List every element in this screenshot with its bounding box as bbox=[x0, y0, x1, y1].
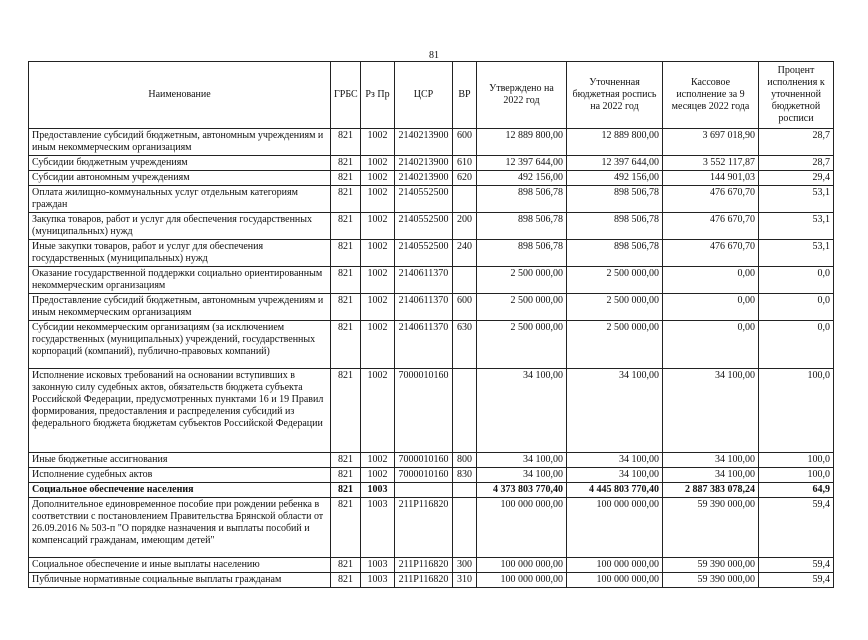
cell-rzpr: 1002 bbox=[361, 171, 395, 186]
cell-name: Иные закупки товаров, работ и услуг для обеспечения государственных (муниципальных) нужд bbox=[29, 240, 331, 267]
table-row bbox=[29, 573, 834, 588]
table-body bbox=[29, 129, 834, 588]
cell-percent: 0,0 bbox=[759, 321, 834, 369]
cell-csr: 7000010160 bbox=[395, 369, 453, 453]
cell-csr: 7000010160 bbox=[395, 468, 453, 483]
table-row bbox=[29, 321, 834, 369]
cell-name: Оказание государственной поддержки социально ориентированным некоммерческим организациям bbox=[29, 267, 331, 294]
cell-percent: 59,4 bbox=[759, 558, 834, 573]
cell-approved: 100 000 000,00 bbox=[477, 573, 567, 588]
cell-refined: 34 100,00 bbox=[567, 453, 663, 468]
cell-csr: 2140213900 bbox=[395, 156, 453, 171]
cell-vr: 200 bbox=[453, 213, 477, 240]
table-row bbox=[29, 558, 834, 573]
cell-cash: 144 901,03 bbox=[663, 171, 759, 186]
cell-approved: 34 100,00 bbox=[477, 369, 567, 453]
cell-grbs: 821 bbox=[331, 498, 361, 558]
cell-vr bbox=[453, 498, 477, 558]
cell-grbs: 821 bbox=[331, 213, 361, 240]
cell-percent: 59,4 bbox=[759, 573, 834, 588]
cell-vr bbox=[453, 267, 477, 294]
cell-cash: 3 552 117,87 bbox=[663, 156, 759, 171]
cell-name: Иные бюджетные ассигнования bbox=[29, 453, 331, 468]
cell-cash: 59 390 000,00 bbox=[663, 573, 759, 588]
cell-cash: 3 697 018,90 bbox=[663, 129, 759, 156]
cell-cash: 476 670,70 bbox=[663, 186, 759, 213]
column-header: Процент исполнения к уточненной бюджетной росписи bbox=[759, 62, 834, 129]
cell-cash: 59 390 000,00 bbox=[663, 558, 759, 573]
cell-rzpr: 1002 bbox=[361, 129, 395, 156]
column-header: Утверждено на 2022 год bbox=[477, 62, 567, 129]
table-row bbox=[29, 498, 834, 558]
cell-rzpr: 1002 bbox=[361, 156, 395, 171]
table-row bbox=[29, 267, 834, 294]
cell-approved: 898 506,78 bbox=[477, 213, 567, 240]
cell-percent: 53,1 bbox=[759, 240, 834, 267]
table-row bbox=[29, 294, 834, 321]
cell-refined: 100 000 000,00 bbox=[567, 573, 663, 588]
cell-refined: 898 506,78 bbox=[567, 186, 663, 213]
cell-vr: 620 bbox=[453, 171, 477, 186]
cell-csr: 211P116820 bbox=[395, 558, 453, 573]
cell-name: Исполнение исковых требований на основании вступивших в законную силу судебных актов, обязательств бюджета субъекта Российской Федерации, предусмотренных пунктами 16 и 19 Правил формирования, предоставления и распределения субсидий из федерального бюджета бюджетам субъектов Российской Федерации bbox=[29, 369, 331, 453]
cell-approved: 34 100,00 bbox=[477, 468, 567, 483]
table-row bbox=[29, 156, 834, 171]
cell-refined: 34 100,00 bbox=[567, 468, 663, 483]
cell-approved: 100 000 000,00 bbox=[477, 558, 567, 573]
cell-grbs: 821 bbox=[331, 468, 361, 483]
cell-vr: 600 bbox=[453, 129, 477, 156]
cell-csr: 2140552500 bbox=[395, 186, 453, 213]
cell-percent: 53,1 bbox=[759, 186, 834, 213]
column-header: Уточненная бюджетная роспись на 2022 год bbox=[567, 62, 663, 129]
cell-rzpr: 1002 bbox=[361, 468, 395, 483]
column-header: Наименование bbox=[29, 62, 331, 129]
cell-refined: 100 000 000,00 bbox=[567, 498, 663, 558]
cell-csr: 7000010160 bbox=[395, 453, 453, 468]
cell-cash: 59 390 000,00 bbox=[663, 498, 759, 558]
column-header: ЦСР bbox=[395, 62, 453, 129]
cell-name: Дополнительное единовременное пособие при рождении ребенка в соответствии с постановлением Правительства Брянской области от 26.09.2016 № 503-п "О порядке назначения и выплаты пособий и компенсаций гражданам, имеющим детей" bbox=[29, 498, 331, 558]
cell-rzpr: 1002 bbox=[361, 369, 395, 453]
table-row bbox=[29, 468, 834, 483]
cell-grbs: 821 bbox=[331, 453, 361, 468]
cell-grbs: 821 bbox=[331, 129, 361, 156]
table-row bbox=[29, 483, 834, 498]
cell-name: Публичные нормативные социальные выплаты гражданам bbox=[29, 573, 331, 588]
table-row bbox=[29, 213, 834, 240]
table-row bbox=[29, 240, 834, 267]
cell-vr: 610 bbox=[453, 156, 477, 171]
cell-rzpr: 1002 bbox=[361, 240, 395, 267]
cell-approved: 12 889 800,00 bbox=[477, 129, 567, 156]
cell-cash: 0,00 bbox=[663, 321, 759, 369]
cell-vr: 630 bbox=[453, 321, 477, 369]
cell-csr: 2140611370 bbox=[395, 321, 453, 369]
cell-refined: 12 889 800,00 bbox=[567, 129, 663, 156]
cell-csr: 2140611370 bbox=[395, 267, 453, 294]
cell-refined: 100 000 000,00 bbox=[567, 558, 663, 573]
table-row bbox=[29, 171, 834, 186]
cell-grbs: 821 bbox=[331, 240, 361, 267]
cell-refined: 2 500 000,00 bbox=[567, 294, 663, 321]
cell-vr: 240 bbox=[453, 240, 477, 267]
cell-vr bbox=[453, 369, 477, 453]
cell-rzpr: 1003 bbox=[361, 573, 395, 588]
cell-rzpr: 1002 bbox=[361, 453, 395, 468]
cell-cash: 34 100,00 bbox=[663, 468, 759, 483]
cell-percent: 64,9 bbox=[759, 483, 834, 498]
cell-refined: 898 506,78 bbox=[567, 213, 663, 240]
cell-rzpr: 1002 bbox=[361, 186, 395, 213]
cell-grbs: 821 bbox=[331, 321, 361, 369]
cell-cash: 0,00 bbox=[663, 294, 759, 321]
cell-approved: 492 156,00 bbox=[477, 171, 567, 186]
cell-rzpr: 1002 bbox=[361, 267, 395, 294]
cell-csr: 211P116820 bbox=[395, 498, 453, 558]
cell-percent: 100,0 bbox=[759, 369, 834, 453]
budget-table bbox=[28, 61, 834, 588]
cell-refined: 4 445 803 770,40 bbox=[567, 483, 663, 498]
table-row bbox=[29, 369, 834, 453]
cell-refined: 898 506,78 bbox=[567, 240, 663, 267]
table-row bbox=[29, 129, 834, 156]
cell-csr: 2140213900 bbox=[395, 129, 453, 156]
cell-vr bbox=[453, 483, 477, 498]
cell-grbs: 821 bbox=[331, 483, 361, 498]
cell-grbs: 821 bbox=[331, 186, 361, 213]
cell-name: Субсидии автономным учреждениям bbox=[29, 171, 331, 186]
cell-grbs: 821 bbox=[331, 369, 361, 453]
cell-approved: 2 500 000,00 bbox=[477, 267, 567, 294]
cell-cash: 476 670,70 bbox=[663, 213, 759, 240]
cell-refined: 12 397 644,00 bbox=[567, 156, 663, 171]
cell-cash: 34 100,00 bbox=[663, 453, 759, 468]
cell-name: Субсидии бюджетным учреждениям bbox=[29, 156, 331, 171]
column-header: ВР bbox=[453, 62, 477, 129]
cell-grbs: 821 bbox=[331, 156, 361, 171]
cell-cash: 476 670,70 bbox=[663, 240, 759, 267]
cell-name: Социальное обеспечение и иные выплаты населению bbox=[29, 558, 331, 573]
cell-approved: 12 397 644,00 bbox=[477, 156, 567, 171]
cell-cash: 2 887 383 078,24 bbox=[663, 483, 759, 498]
cell-approved: 2 500 000,00 bbox=[477, 294, 567, 321]
table-header-row bbox=[29, 62, 834, 129]
cell-refined: 34 100,00 bbox=[567, 369, 663, 453]
cell-csr: 2140213900 bbox=[395, 171, 453, 186]
cell-percent: 29,4 bbox=[759, 171, 834, 186]
cell-grbs: 821 bbox=[331, 558, 361, 573]
cell-name: Оплата жилищно-коммунальных услуг отдельным категориям граждан bbox=[29, 186, 331, 213]
cell-refined: 492 156,00 bbox=[567, 171, 663, 186]
cell-percent: 100,0 bbox=[759, 468, 834, 483]
cell-percent: 100,0 bbox=[759, 453, 834, 468]
page-number: 81 bbox=[429, 50, 439, 61]
cell-name: Субсидии некоммерческим организациям (за исключением государственных (муниципальных) учреждений, государственных корпораций (компаний), публично-правовых компаний) bbox=[29, 321, 331, 369]
cell-rzpr: 1002 bbox=[361, 321, 395, 369]
cell-csr: 2140611370 bbox=[395, 294, 453, 321]
cell-vr: 310 bbox=[453, 573, 477, 588]
cell-cash: 0,00 bbox=[663, 267, 759, 294]
cell-vr: 830 bbox=[453, 468, 477, 483]
cell-vr: 300 bbox=[453, 558, 477, 573]
cell-percent: 59,4 bbox=[759, 498, 834, 558]
cell-csr: 2140552500 bbox=[395, 213, 453, 240]
cell-name: Закупка товаров, работ и услуг для обеспечения государственных (муниципальных) нужд bbox=[29, 213, 331, 240]
cell-percent: 0,0 bbox=[759, 267, 834, 294]
cell-vr: 800 bbox=[453, 453, 477, 468]
cell-vr bbox=[453, 186, 477, 213]
cell-grbs: 821 bbox=[331, 267, 361, 294]
column-header: ГРБС bbox=[331, 62, 361, 129]
cell-percent: 28,7 bbox=[759, 156, 834, 171]
column-header: Рз Пр bbox=[361, 62, 395, 129]
cell-approved: 4 373 803 770,40 bbox=[477, 483, 567, 498]
cell-refined: 2 500 000,00 bbox=[567, 267, 663, 294]
column-header: Кассовое исполнение за 9 месяцев 2022 года bbox=[663, 62, 759, 129]
cell-grbs: 821 bbox=[331, 573, 361, 588]
cell-rzpr: 1003 bbox=[361, 558, 395, 573]
cell-rzpr: 1003 bbox=[361, 483, 395, 498]
cell-grbs: 821 bbox=[331, 171, 361, 186]
cell-cash: 34 100,00 bbox=[663, 369, 759, 453]
cell-refined: 2 500 000,00 bbox=[567, 321, 663, 369]
cell-name: Исполнение судебных актов bbox=[29, 468, 331, 483]
cell-percent: 28,7 bbox=[759, 129, 834, 156]
cell-approved: 898 506,78 bbox=[477, 240, 567, 267]
cell-approved: 34 100,00 bbox=[477, 453, 567, 468]
cell-name: Социальное обеспечение населения bbox=[29, 483, 331, 498]
cell-name: Предоставление субсидий бюджетным, автономным учреждениям и иным некоммерческим организациям bbox=[29, 294, 331, 321]
cell-name: Предоставление субсидий бюджетным, автономным учреждениям и иным некоммерческим организациям bbox=[29, 129, 331, 156]
cell-rzpr: 1002 bbox=[361, 213, 395, 240]
cell-vr: 600 bbox=[453, 294, 477, 321]
cell-csr bbox=[395, 483, 453, 498]
cell-percent: 53,1 bbox=[759, 213, 834, 240]
cell-rzpr: 1002 bbox=[361, 294, 395, 321]
cell-rzpr: 1003 bbox=[361, 498, 395, 558]
cell-grbs: 821 bbox=[331, 294, 361, 321]
cell-approved: 898 506,78 bbox=[477, 186, 567, 213]
cell-percent: 0,0 bbox=[759, 294, 834, 321]
table-row bbox=[29, 186, 834, 213]
cell-csr: 211P116820 bbox=[395, 573, 453, 588]
table-row bbox=[29, 453, 834, 468]
cell-csr: 2140552500 bbox=[395, 240, 453, 267]
cell-approved: 2 500 000,00 bbox=[477, 321, 567, 369]
cell-approved: 100 000 000,00 bbox=[477, 498, 567, 558]
